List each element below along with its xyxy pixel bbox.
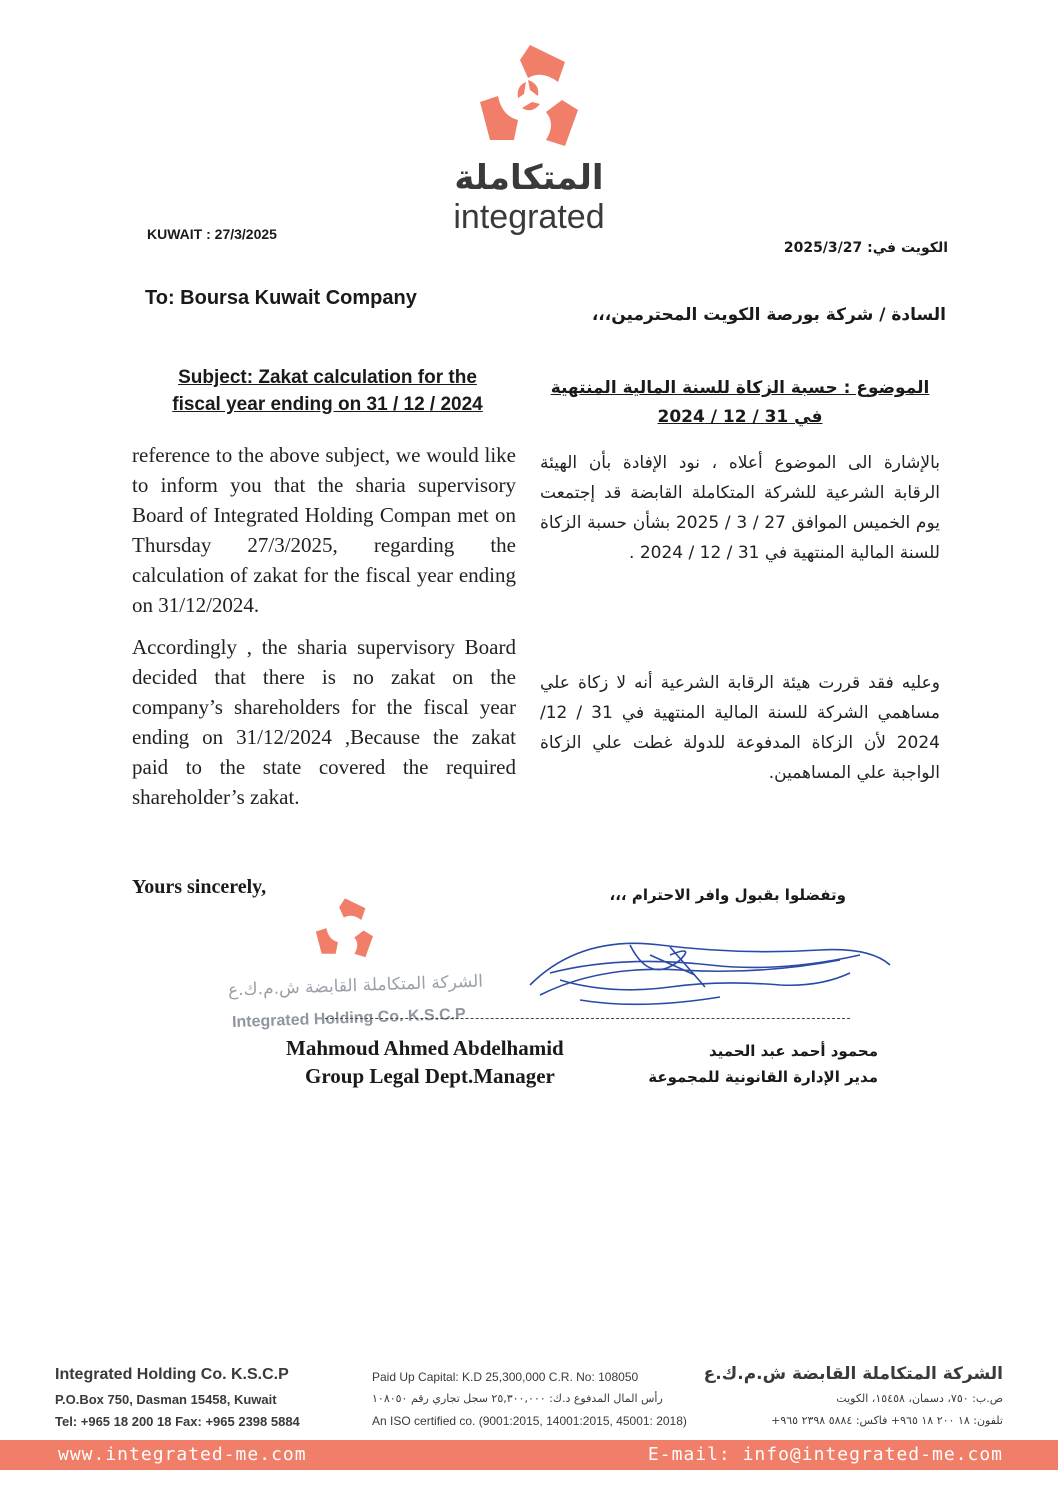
addressee-english: To: Boursa Kuwait Company [145, 287, 417, 309]
addressee-arabic: السادة / شركة بورصة الكويت المحترمين،،، [591, 305, 946, 325]
subject-arabic-line2: في 31 / 12 / 2024 [657, 407, 823, 427]
date-arabic: الكويت في: 2025/3/27 [783, 240, 948, 256]
company-logo-icon [470, 40, 590, 155]
body-english-paragraph-2: Accordingly , the sharia supervisory Board decided that there is no zakat on the company’s shareholders for the fiscal year ending on 31/12/2024 ,Because the zakat paid to the state covered the required shareholder’s zakat. [132, 635, 516, 809]
signatory-name-english: Mahmoud Ahmed Abdelhamid [286, 1036, 564, 1060]
footer-iso: An ISO certified co. (9001:2015, 14001:2015, 45001: 2018) [372, 1414, 687, 1428]
logo-english-text: integrated [453, 198, 605, 236]
closing-arabic: وتفضلوا بقبول وافر الاحترام ،،، [609, 886, 846, 904]
signatory-name-arabic: محمود أحمد عبد الحميد [708, 1042, 878, 1060]
footer-company-arabic: الشركة المتكاملة القابضة ش.م.ك.ع [703, 1364, 1003, 1384]
stamp-logo-icon [310, 895, 380, 963]
footer-capital-arabic: رأس المال المدفوع د.ك: ٢٥,٣٠٠,٠٠٠ سجل تجاري رقم ١٠٨٠٥٠ [372, 1392, 663, 1405]
subject-english-line1: Subject: Zakat calculation for the [178, 367, 477, 388]
footer-capital-english: Paid Up Capital: K.D 25,300,000 C.R. No: 108050 [372, 1370, 639, 1384]
logo-arabic-text: المتكاملة [454, 158, 604, 198]
footer-address-arabic: ص.ب: ٧٥٠، دسمان، ١٥٤٥٨، الكويت [836, 1392, 1003, 1405]
subject-arabic-line1: الموضوع : حسبة الزكاة للسنة المالية المنتهية [550, 378, 930, 398]
subject-english-line2: fiscal year ending on 31 / 12 / 2024 [172, 394, 483, 415]
signatory-title-english: Group Legal Dept.Manager [305, 1064, 555, 1088]
signatory-title-arabic: مدير الإدارة القانونية للمجموعة [648, 1068, 878, 1086]
body-arabic-paragraph-1: بالإشارة الى الموضوع أعلاه ، نود الإفادة بأن الهيئة الرقابة الشرعية للشركة المتكاملة القابضة قد إجتمعت يوم الخميس الموافق 27 / 3 / 2025 بشأن حسبة الزكاة للسنة المالية المنتهية في 31 / 12 / 2024 . [540, 453, 940, 563]
footer-email-link[interactable]: E-mail: info@integrated-me.com [647, 1444, 1003, 1465]
signature-icon [520, 925, 900, 1020]
footer-phone-arabic: تلفون: ١٨ ٢٠٠ ١٨ ٩٦٥+ فاكس: ٥٨٨٤ ٢٣٩٨ ٩٦٥+ [771, 1414, 1003, 1427]
footer-company-english: Integrated Holding Co. K.S.C.P [55, 1366, 289, 1383]
footer-website-link[interactable]: www.integrated-me.com [58, 1444, 307, 1465]
company-stamp-arabic: الشركة المتكاملة القابضة ش.م.ك.ع [227, 971, 484, 1001]
date-english: KUWAIT : 27/3/2025 [147, 226, 277, 242]
body-english-paragraph-1: reference to the above subject, we would like to inform you that the sharia supervisory Board of Integrated Holding Compan met on Thursday 27/3/2025, regarding the calculation of zakat for the fiscal year ending on 31/12/2024. [132, 443, 516, 617]
footer-address-english: P.O.Box 750, Dasman 15458, Kuwait [55, 1392, 277, 1407]
closing-english: Yours sincerely, [132, 876, 267, 898]
company-stamp-english: Integrated Holding Co. K.S.C.P [231, 1005, 466, 1032]
subject-english [140, 364, 515, 418]
footer-phone-english: Tel: +965 18 200 18 Fax: +965 2398 5884 [55, 1414, 300, 1429]
subject-arabic [545, 374, 935, 432]
signature-line [325, 1018, 850, 1019]
body-arabic-paragraph-2: وعليه فقد قررت هيئة الرقابة الشرعية أنه لا زكاة علي مساهمي الشركة للسنة المالية المنتهية في 31 / 12/ 2024 لأن الزكاة المدفوعة للدولة غطت علي الزكاة الواجبة علي المساهمين. [540, 673, 940, 783]
